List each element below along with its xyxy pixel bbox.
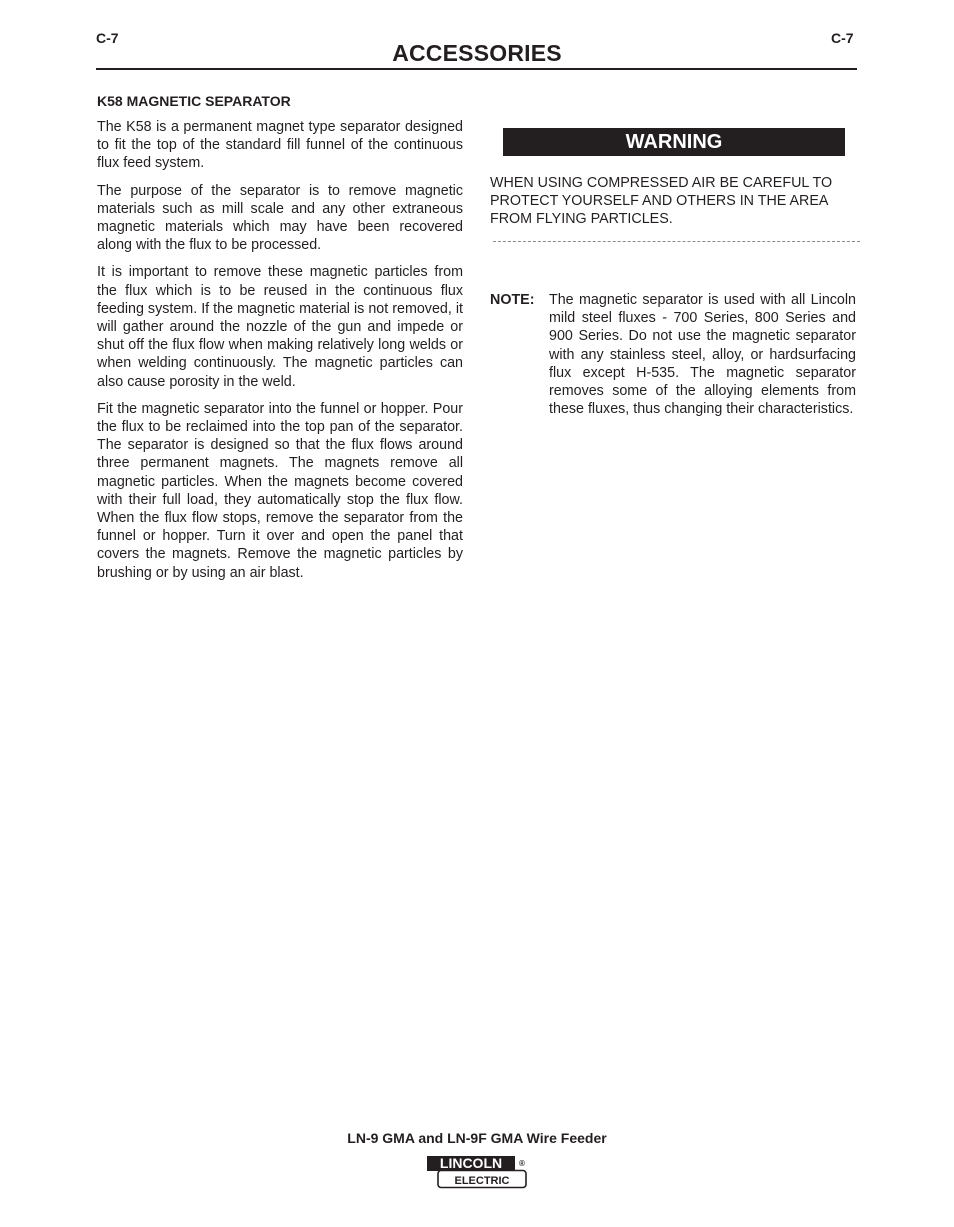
note-text: The magnetic separator is used with all Lincoln mild steel fluxes - 700 Series, 800 Series and 900 Series. Do not use the magnetic separator with any stainless steel, alloy, or hardsurfacing flux except H-535. The magnetic separator removes some of the alloying elements from these fluxes, thus changing their characteristics. [549, 292, 856, 418]
section-heading: K58 MAGNETIC SEPARATOR [97, 93, 291, 109]
lincoln-electric-logo [426, 1155, 530, 1189]
right-column [490, 128, 857, 242]
footer-product-name: LN-9 GMA and LN-9F GMA Wire Feeder [347, 1130, 607, 1146]
paragraph-importance: It is important to remove these magnetic particles from the flux which is to be reused in the continuous flux feeding system. If the magnetic material is not removed, it will gather around the nozzle of the gun and impede or shut off the flux flow when making relatively long welds or when welding continuously. The magnetic particles can also cause porosity in the weld. [97, 264, 463, 390]
header-rule [96, 68, 857, 70]
warning-divider [493, 241, 860, 242]
paragraph-intro: The K58 is a permanent magnet type separator designed to fit the top of the standard fill funnel of the continuous flux feed system. [97, 119, 463, 172]
page-number-right: C-7 [831, 30, 854, 46]
page-title: ACCESSORIES [392, 40, 562, 66]
warning-banner: WARNING [503, 128, 845, 156]
paragraph-instructions: Fit the magnetic separator into the funnel or hopper. Pour the flux to be reclaimed into the top pan of the separator. The separator is designed so that the flux flows around three permanent magnets. The magnets remove all magnetic particles. When the magnets become covered with their full load, they automatically stop the flux flow. When the flux flow stops, remove the separator from the funnel or hopper. Turn it over and open the panel that covers the magnets. Remove the magnetic particles by brushing or by using an air blast. [97, 400, 463, 581]
page-number-left: C-7 [96, 30, 119, 46]
registered-mark: ® [519, 1159, 525, 1168]
warning-text: WHEN USING COMPRESSED AIR BE CAREFUL TO PROTECT YOURSELF AND OTHERS IN THE AREA FROM FLYING PARTICLES. [490, 175, 833, 228]
left-column [97, 92, 463, 591]
logo-top-text: LINCOLN [439, 1155, 503, 1171]
paragraph-purpose: The purpose of the separator is to remove magnetic materials such as mill scale and any other extraneous magnetic materials which may have been recovered along with the flux to be processed. [97, 182, 463, 254]
logo-bottom-text: ELECTRIC [454, 1175, 510, 1187]
note-label: NOTE: [490, 292, 535, 308]
note-block [490, 291, 856, 418]
